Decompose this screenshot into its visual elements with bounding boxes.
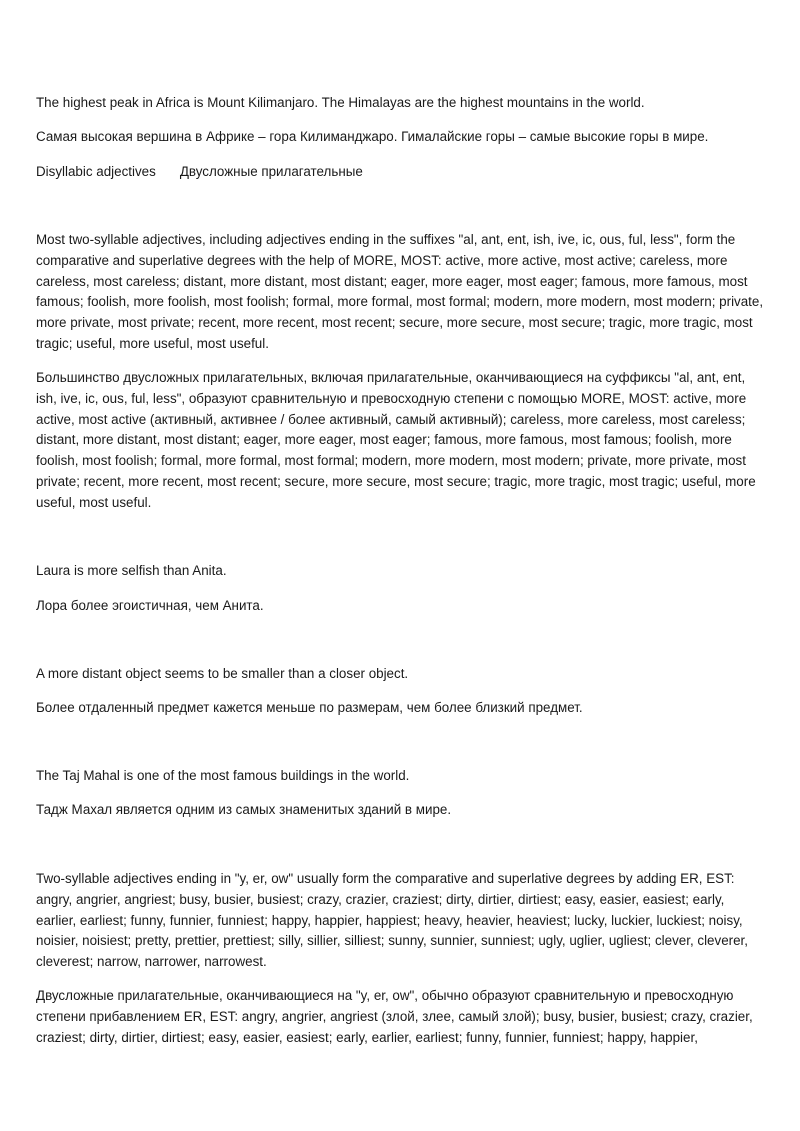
paragraph-rule-er-est-ru: Двусложные прилагательные, оканчивающиеся на "y, er, ow", обычно образуют сравнительную и превосходную степени прибавлением ER, EST: angry, angrier, angriest (злой, злее, самый злой); busy, busier, busiest; crazy, crazier, craziest; dirty, dirtier, dirtiest; easy, easier, easiest; early, earlier, earliest; funny, funnier, funniest; happy, happier,: [36, 988, 753, 1045]
paragraph-distant-ru: Более отдаленный предмет кажется меньше по размерам, чем более близкий предмет.: [36, 700, 583, 715]
paragraph-distant-en: A more distant object seems to be smaller than a closer object.: [36, 666, 409, 681]
section-heading: [36, 162, 363, 183]
paragraph-rule-er-est-en: Two-syllable adjectives ending in "y, er, ow" usually form the comparative and superlative degrees by adding ER, EST: angry, angrier, angriest; busy, busier, busiest; crazy, crazier, craziest; dirty, dirtier, dirtiest; easy, easier, easiest; early, earlier, earliest; funny, funnier, funniest; happy, happier, happiest; heavy, heavier, heaviest; lucky, luckier, luckiest; noisy, noisier, noisiest; pretty, prettier, prettiest; silly, sillier, silliest; sunny, sunnier, sunniest; ugly, uglier, ugliest; clever, cleverer, cleverest; narrow, narrower, narrowest.: [36, 871, 748, 970]
paragraph-taj-ru: Тадж Махал является одним из самых знаменитых зданий в мире.: [36, 802, 452, 817]
heading-russian: Двусложные прилагательные: [179, 164, 363, 179]
paragraph-rule-more-most-ru: Большинство двусложных прилагательных, включая прилагательные, оканчивающиеся на суффиксы "al, ant, ent, ish, ive, ic, ous, ful, less", образуют сравнительную и превосходную степени с помощью MORE, MOST: active, more active, most active (активный, активнее / более активный, самый активный); careless, more careless, most careless; distant, more distant, most distant; eager, more eager, most eager; famous, more famous, most famous; foolish, more foolish, most foolish; formal, more formal, most formal; modern, more modern, most modern; private, more private, most private; recent, more recent, most recent; secure, more secure, most secure; tragic, more tragic, most tragic; useful, more useful, most useful.: [36, 370, 756, 510]
paragraph-laura-ru: Лора более эгоистичная, чем Анита.: [36, 598, 264, 613]
paragraph-laura-en: Laura is more selfish than Anita.: [36, 563, 227, 578]
paragraph-rule-more-most-en: Most two-syllable adjectives, including adjectives ending in the suffixes "al, ant, ent, ish, ive, ic, ous, ful, less", form the comparative and superlative degrees with the help of MORE, MOST: active, more active, most active; careless, more careless, most careless; distant, more distant, most distant; eager, more eager, most eager; famous, more famous, most famous; foolish, more foolish, most foolish; formal, more formal, most formal; modern, more modern, most modern; private, more private, most private; recent, more recent, most recent; secure, more secure, most secure; tragic, more tragic, most tragic; useful, more useful, most useful.: [36, 232, 764, 351]
paragraph-taj-en: The Taj Mahal is one of the most famous buildings in the world.: [36, 768, 410, 783]
heading-english: Disyllabic adjectives: [36, 164, 156, 179]
paragraph-africa-ru: Самая высокая вершина в Африке – гора Килиманджаро. Гималайские горы – самые высокие горы в мире.: [36, 129, 709, 144]
paragraph-africa-en: The highest peak in Africa is Mount Kilimanjaro. The Himalayas are the highest mountains in the world.: [36, 95, 645, 110]
